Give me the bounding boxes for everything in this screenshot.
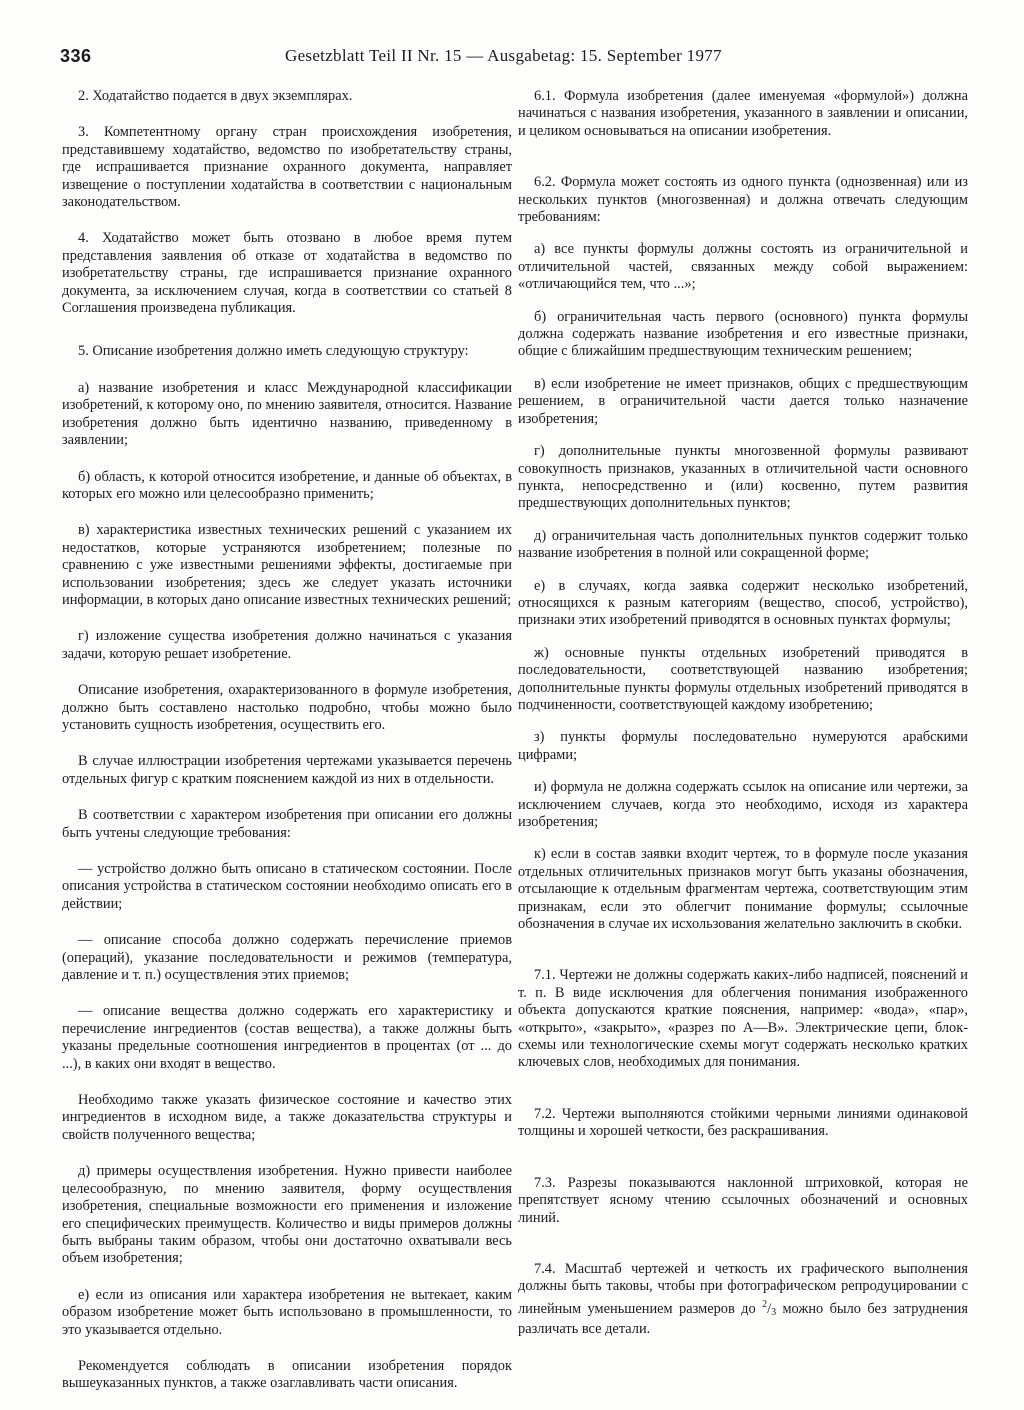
paragraph: В случае иллюстрации изобретения чертежами указывается перечень отдельных фигур с кратким пояснением каждой из них в отдельности. <box>62 753 512 787</box>
paragraph: б) ограничительная часть первого (основного) пункта формулы должна содержать название изобретения и его известные признаки, общие с ближайшим предшествующим техническим решением; <box>518 308 968 360</box>
paragraph-text: 7.4. Масштаб чертежей и четкость их графического выполнения должны быть таковы, чтобы при фотографическом репродуцировании с линейным уменьшением размеров до <box>518 1260 968 1317</box>
right-column <box>518 88 968 1339</box>
paragraph-text: можно было без затруднения различать все детали. <box>518 1300 968 1338</box>
fraction-denominator: 3 <box>771 1306 777 1318</box>
paragraph: 5. Описание изобретения должно иметь следующую структуру: <box>78 343 469 360</box>
paragraph: 3. Компетентному органу стран происхождения изобретения, представившему ходатайство, ведомство по изобретательству страны, где испрашивается признание охранного документа, направляет извещение о поступлении ходатайства в соответствии с национальным законодательством. <box>62 124 512 211</box>
paragraph-7-4 <box>518 1261 968 1339</box>
paragraph: а) все пункты формулы должны состоять из ограничительной и отличительной частей, связанных между собой выражением: «отличающийся тем, что ...»; <box>518 241 968 293</box>
paragraph: е) если из описания или характера изобретения не вытекает, каким образом изобретение может быть использовано в промышленности, то это указывается отдельно. <box>62 1286 512 1338</box>
paragraph: Описание изобретения, охарактеризованного в формуле изобретения, должно быть составлено настолько подробно, чтобы можно было установить сущность изобретения, осуществить его. <box>62 682 512 733</box>
paragraph: е) в случаях, когда заявка содержит несколько изобретений, относящихся к разным категориям (вещество, способ, устройство), признаки этих изобретений приводятся в основных пунктах формулы; <box>518 577 968 629</box>
paragraph: з) пункты формулы последовательно нумеруются арабскими цифрами; <box>518 729 968 763</box>
paragraph: к) если в состав заявки входит чертеж, то в формуле после указания отдельных отличительных признаков могут быть указаны обозначения, отсылающие к отдельным фрагментам чертежа, соответствующим этим признакам, если это облегчит понимание формулы; ссылочные обозначения в случае их исхользования желательно заключить в скобки. <box>518 846 968 933</box>
paragraph: и) формула не должна содержать ссылок на описание или чертежи, за исключением случаев, когда это необходимо, исходя из характера изобретения; <box>518 779 968 830</box>
paragraph: 6.1. Формула изобретения (далее именуемая «формулой») должна начинаться с названия изобретения, указанного в заявлении и описании, и целиком основываться на описании изобретения. <box>518 88 968 139</box>
paragraph: г) дополнительные пункты многозвенной формулы развивают совокупность признаков, указанных в отличительной части основного пункта, непосредственно и (или) косвенно, путем развития предшествующих дополнительных пунктов; <box>518 443 968 512</box>
paragraph: 7.3. Разрезы показываются наклонной штриховкой, которая не препятствует ясному чтению ссылочных обозначений и основных линий. <box>518 1174 968 1226</box>
paragraph: — устройство должно быть описано в статическом состоянии. После описания устройства в статическом состоянии необходимо описать его в действии; <box>62 861 512 912</box>
paragraph: 7.1. Чертежи не должны содержать каких-либо надписей, пояснений и т. п. В виде исключения для облегчения понимания изображенного объекта допускаются краткие пояснения, например: «вода», «пар», «открыто», «закрыто», «разрез по А—В». Электрические цепи, блок-схемы или технологические схемы могут содержать несколько кратких ключевых слов, необходимых для понимания. <box>518 967 968 1071</box>
paragraph: д) ограничительная часть дополнительных пунктов содержит только название изобретения в полной или сокращенной форме; <box>518 527 968 562</box>
paragraph: 2. Ходатайство подается в двух экземплярах. <box>78 88 353 104</box>
running-title: Gesetzblatt Teil II Nr. 15 — Ausgabetag: 15. September 1977 <box>285 46 722 65</box>
paragraph: — описание способа должно содержать перечисление приемов (операций), указание последовательности и режимов (температура, давление и т. п.) осуществления этих приемов; <box>62 932 512 984</box>
fraction-two-thirds: $^2/_3$ <box>762 1298 777 1318</box>
paragraph: в) характеристика известных технических решений с указанием их недостатков, которые устраняются изобретением; полезные по сравнению с уже известными решениями эффекты, достигаемые при использовании изобретения; здесь же следует указать источники информации, в которых дано описание известных технических решений; <box>62 522 512 608</box>
left-column <box>62 88 512 1393</box>
paragraph: в) если изобретение не имеет признаков, общих с предшествующим решением, в ограничительной части дается только назначение изобретения; <box>518 375 968 427</box>
paragraph: — описание вещества должно содержать его характеристику и перечисление ингредиентов (состав вещества), а также должны быть указаны предельные соотношения ингредиентов в процентах (от ... до ...), в каких они входят в вещество. <box>62 1003 512 1072</box>
fraction-numerator: 2 <box>762 1298 768 1310</box>
paragraph: Рекомендуется соблюдать в описании изобретения порядок вышеуказанных пунктов, а также озаглавливать части описания. <box>62 1357 512 1392</box>
paragraph: б) область, к которой относится изобретение, и данные об объектах, в которых его можно или целесообразно применить; <box>62 468 512 502</box>
paragraph: д) примеры осуществления изобретения. Нужно привести наиболее целесообразную, по мнению заявителя, форму осуществления изобретения, специальные возможности его применения и изложение его специфических преимуществ. Количество и виды примеров должны быть выбраны таким образом, чтобы они достаточно охватывали весь объем изобретения; <box>62 1163 512 1267</box>
paragraph: 6.2. Формула может состоять из одного пункта (однозвенная) или из нескольких пунктов (многозвенная) и должна отвечать следующим требованиям: <box>518 174 968 226</box>
paragraph: В соответствии с характером изобретения при описании его должны быть учтены следующие требования: <box>62 807 512 841</box>
paragraph: г) изложение существа изобретения должно начинаться с указания задачи, которую решает изобретение. <box>62 628 512 662</box>
page-header <box>60 46 970 72</box>
paragraph: Необходимо также указать физическое состояние и качество этих ингредиентов в исходном виде, а также доказательства структуры и свойств полученного вещества; <box>62 1092 512 1143</box>
paragraph: 7.2. Чертежи выполняются стойкими черными линиями одинаковой толщины и хорошей четкости, без раскрашивания. <box>518 1105 968 1140</box>
page-number: 336 <box>60 46 92 66</box>
paragraph: а) название изобретения и класс Международной классификации изобретений, к которому оно, по мнению заявителя, относится. Название изобретения должно быть идентично названию, приведенному в заявлении; <box>62 379 512 449</box>
paragraph: ж) основные пункты отдельных изобретений приводятся в последовательности, соответствующей названию изобретения; дополнительные пункты формулы отдельных изобретений приводятся в подчиненности, соответствующей каждому изобретению; <box>518 644 968 713</box>
paragraph: 4. Ходатайство может быть отозвано в любое время путем представления заявления об отказе от ходатайства в ведомство по изобретательству страны, где испрашивается признание охранного документа, за исключением случая, когда в соответствии со статьей 8 Соглашения произведена публикация. <box>62 230 512 317</box>
